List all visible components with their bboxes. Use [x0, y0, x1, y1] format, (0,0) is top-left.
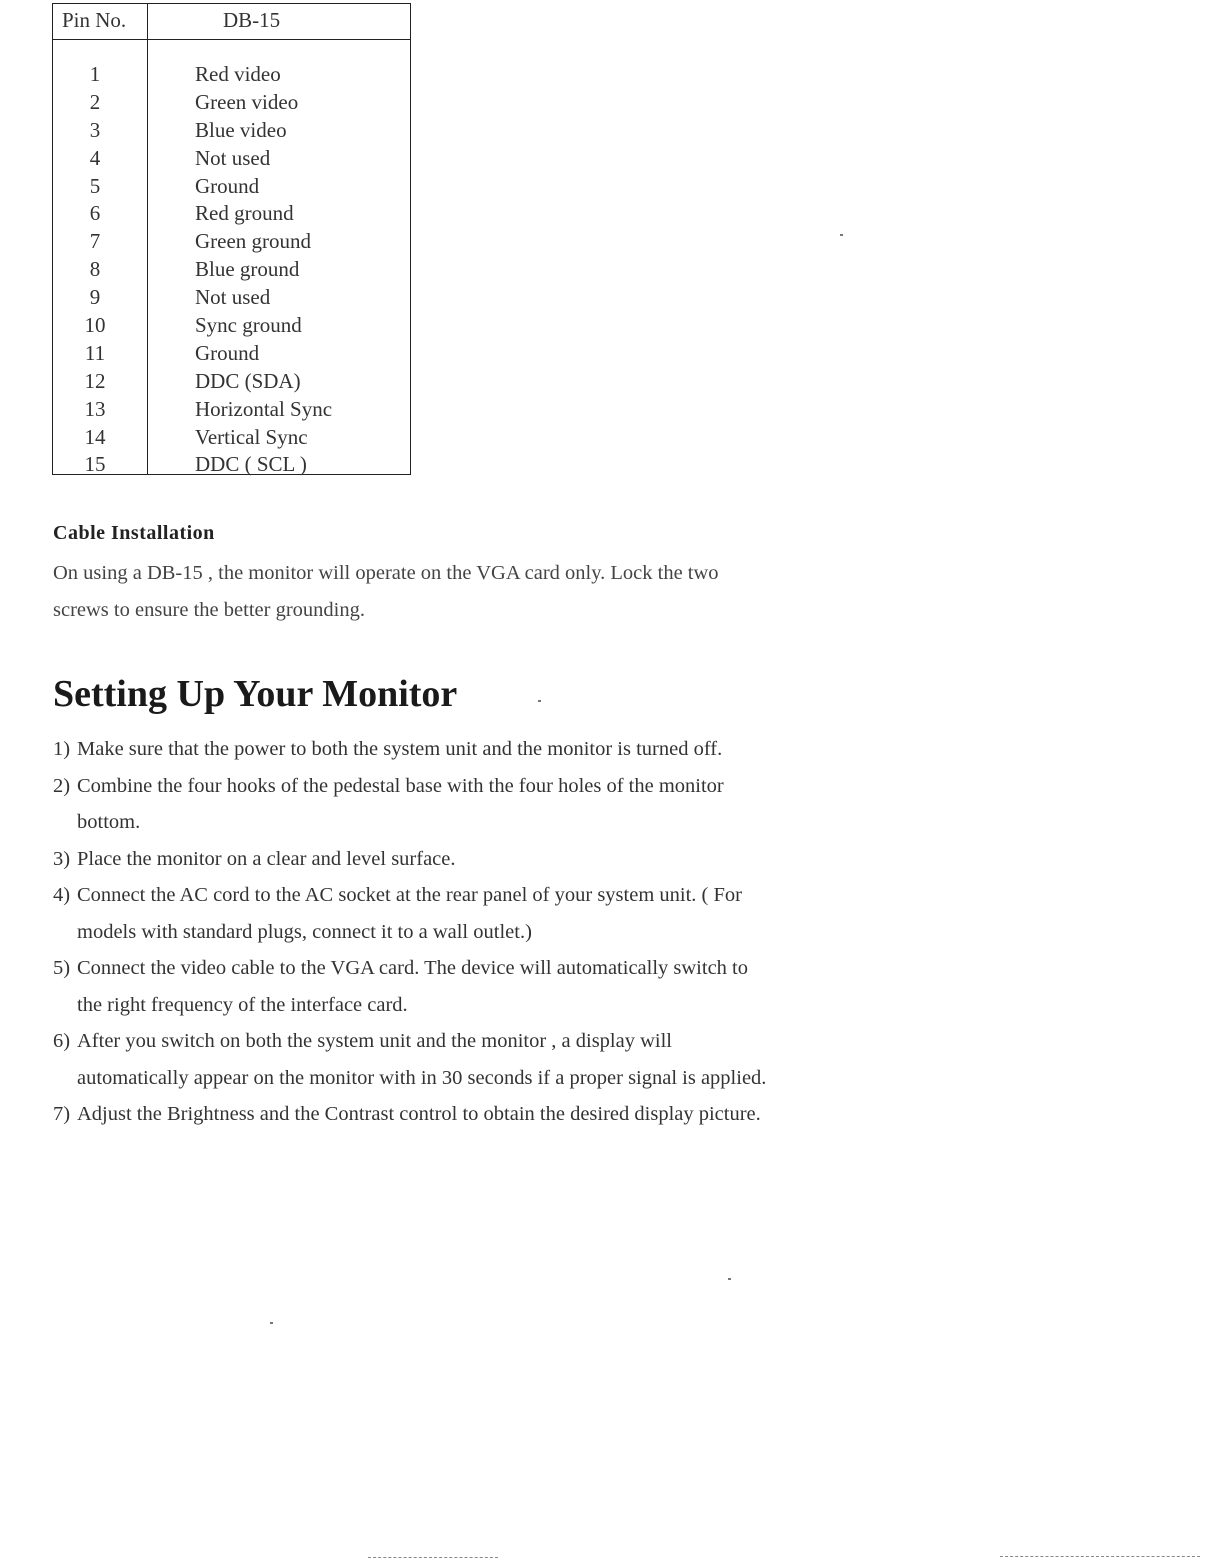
step-text: Make sure that the power to both the system unit and the monitor is turned off. [77, 738, 723, 760]
step-number: 4) [53, 884, 71, 906]
setup-step [53, 950, 773, 1023]
table-row [53, 89, 410, 117]
pin-number: 5 [89, 173, 101, 198]
pin-number: 12 [84, 368, 106, 393]
step-number: 5) [53, 957, 71, 979]
setup-step [53, 877, 773, 950]
pin-number: 1 [89, 62, 101, 86]
table-header-rule [53, 39, 410, 40]
step-number: 2) [53, 774, 71, 797]
setup-step [53, 841, 773, 878]
pin-signal: Green ground [195, 229, 312, 254]
pin-signal: Blue video [195, 117, 287, 142]
table-row [53, 228, 410, 256]
connector-header: DB-15 [223, 8, 281, 32]
pin-signal: DDC (SDA) [195, 368, 301, 393]
table-row [53, 117, 410, 145]
table-row [53, 368, 410, 396]
cable-installation-heading: Cable Installation [53, 522, 215, 544]
pin-number: 14 [84, 424, 106, 449]
scan-speck [538, 700, 541, 702]
step-number: 3) [53, 847, 71, 870]
setup-step [53, 1023, 773, 1096]
pin-signal: Horizontal Sync [195, 396, 333, 421]
table-row [53, 424, 410, 452]
step-text: Connect the video cable to the VGA card. The device will automatically switch to the right frequency of the interface card. [77, 957, 748, 1016]
pin-signal: Red video [195, 62, 281, 86]
pin-signal: Vertical Sync [195, 424, 308, 449]
pin-signal: Ground [195, 173, 260, 198]
scan-speck [728, 1278, 731, 1280]
pin-signal: Blue ground [195, 257, 300, 282]
step-text: Place the monitor on a clear and level surface. [77, 847, 456, 870]
table-row [53, 284, 410, 312]
pin-number: 7 [89, 229, 101, 254]
step-text: Adjust the Brightness and the Contrast control to obtain the desired display picture. [77, 1103, 761, 1125]
table-row [53, 312, 410, 340]
setup-step [53, 768, 773, 841]
setup-step [53, 731, 773, 768]
pin-number: 11 [84, 340, 106, 365]
table-row [53, 340, 410, 368]
pin-number: 10 [84, 313, 106, 338]
pin-number-header: Pin No. [62, 8, 127, 32]
pin-signal: Not used [195, 285, 271, 310]
pin-number: 3 [89, 117, 101, 142]
pin-signal: Red ground [195, 201, 294, 226]
setup-title: Setting Up Your Monitor [53, 673, 458, 715]
cable-installation-paragraph: On using a DB-15 , the monitor will operate on the VGA card only. Lock the two screws to ensure the better grounding. [53, 562, 719, 621]
table-row [53, 200, 410, 228]
pin-signal: Ground [195, 340, 260, 365]
pin-number: 15 [84, 452, 106, 477]
pin-number: 6 [89, 201, 101, 226]
pin-number: 2 [89, 89, 101, 114]
table-row [53, 173, 410, 201]
step-number: 6) [53, 1030, 71, 1052]
table-row [53, 145, 410, 173]
table-row [53, 451, 410, 479]
step-number: 1) [53, 738, 71, 760]
pin-signal: DDC ( SCL ) [195, 452, 307, 477]
table-row [53, 396, 410, 424]
step-text: Combine the four hooks of the pedestal base with the four holes of the monitor bottom. [77, 774, 724, 833]
pin-number: 8 [89, 257, 101, 282]
pin-number: 4 [89, 145, 101, 170]
setup-step [53, 1096, 773, 1133]
table-row [53, 256, 410, 284]
setup-steps-list [53, 731, 773, 1133]
step-text: Connect the AC cord to the AC socket at the rear panel of your system unit. ( For models with standard plugs, connect it to a wall outlet.) [77, 884, 742, 943]
scan-speck [840, 234, 843, 236]
pin-number: 9 [89, 285, 101, 310]
scan-speck [270, 1322, 273, 1324]
pin-assignment-table [52, 3, 411, 475]
scan-dash-line [1000, 1556, 1200, 1557]
table-row [53, 61, 410, 89]
step-number: 7) [53, 1103, 71, 1125]
pin-rows [53, 61, 410, 479]
pin-signal: Sync ground [195, 313, 302, 338]
step-text: After you switch on both the system unit and the monitor , a display will automatically appear on the monitor with in 30 seconds if a proper signal is applied. [77, 1030, 767, 1089]
pin-number: 13 [84, 396, 106, 421]
scan-dash-line [368, 1557, 498, 1558]
pin-signal: Green video [195, 89, 299, 114]
pin-signal: Not used [195, 145, 271, 170]
